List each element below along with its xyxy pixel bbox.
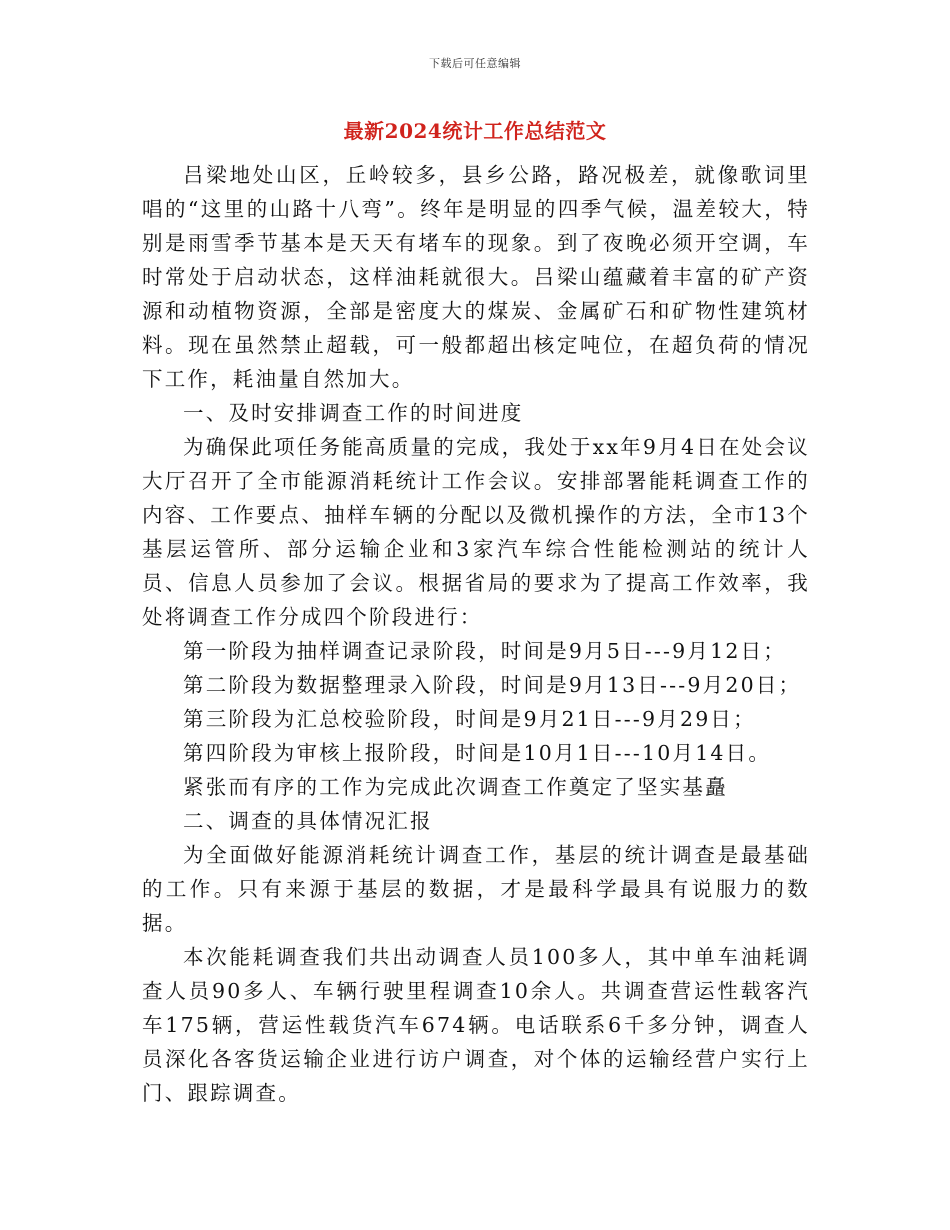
paragraph-intro: 吕梁地处山区，丘岭较多，县乡公路，路况极差，就像歌词里唱的“这里的山路十八弯”。终年是明显的四季气候，温差较大，特别是雨雪季节基本是天天有堵车的现象。到了夜晚必须开空调，车时常处于启动状态，这样油耗就很大。吕梁山蕴藏着丰富的矿产资源和动植物资源，全部是密度大的煤炭、金属矿石和矿物性建筑材料。现在虽然禁止超载，可一般都超出核定吨位，在超负荷的情况下工作，耗油量自然加大。 — [142, 163, 810, 391]
header-note: 下载后可任意编辑 — [429, 57, 521, 70]
paragraph-survey-details: 本次能耗调查我们共出动调查人员100多人，其中单车油耗调查人员90多人、车辆行驶里程调查10余人。共调查营运性载客汽车175辆，营运性载货汽车674辆。电话联系6千多分钟，调查人员深化各客货运输企业进行访户调查，对个体的运输经营户实行上门、跟踪调查。 — [142, 945, 810, 1105]
stage-2-item: 第二阶段为数据整理录入阶段，时间是9月13日---9月20日； — [183, 673, 802, 697]
stage-4-item: 第四阶段为审核上报阶段，时间是10月1日---10月14日。 — [183, 741, 772, 765]
section-heading-1: 一、及时安排调查工作的时间进度 — [183, 401, 524, 425]
paragraph-basis: 为全面做好能源消耗统计调查工作，基层的统计调查是最基础的工作。只有来源于基层的数据，才是最科学最具有说服力的数据。 — [142, 843, 810, 935]
stage-3-item: 第三阶段为汇总校验阶段，时间是9月21日---9月29日； — [183, 707, 756, 731]
document-body — [142, 158, 810, 1110]
paragraph-meeting: 为确保此项任务能高质量的完成，我处于xx年9月4日在处会议大厅召开了全市能源消耗统计工作会议。安排部署能耗调查工作的内容、工作要点、抽样车辆的分配以及微机操作的方法，全市13个基层运管所、部分运输企业和3家汽车综合性能检测站的统计人员、信息人员参加了会议。根据省局的要求为了提高工作效率，我处将调查工作分成四个阶段进行： — [142, 435, 810, 629]
stage-1-item: 第一阶段为抽样调查记录阶段，时间是9月5日---9月12日； — [183, 639, 786, 663]
paragraph-foundation: 紧张而有序的工作为完成此次调查工作奠定了坚实基矗 — [183, 775, 728, 799]
section-heading-2: 二、调查的具体情况汇报 — [183, 809, 433, 833]
document-title: 最新2024统计工作总结范文 — [343, 119, 607, 143]
